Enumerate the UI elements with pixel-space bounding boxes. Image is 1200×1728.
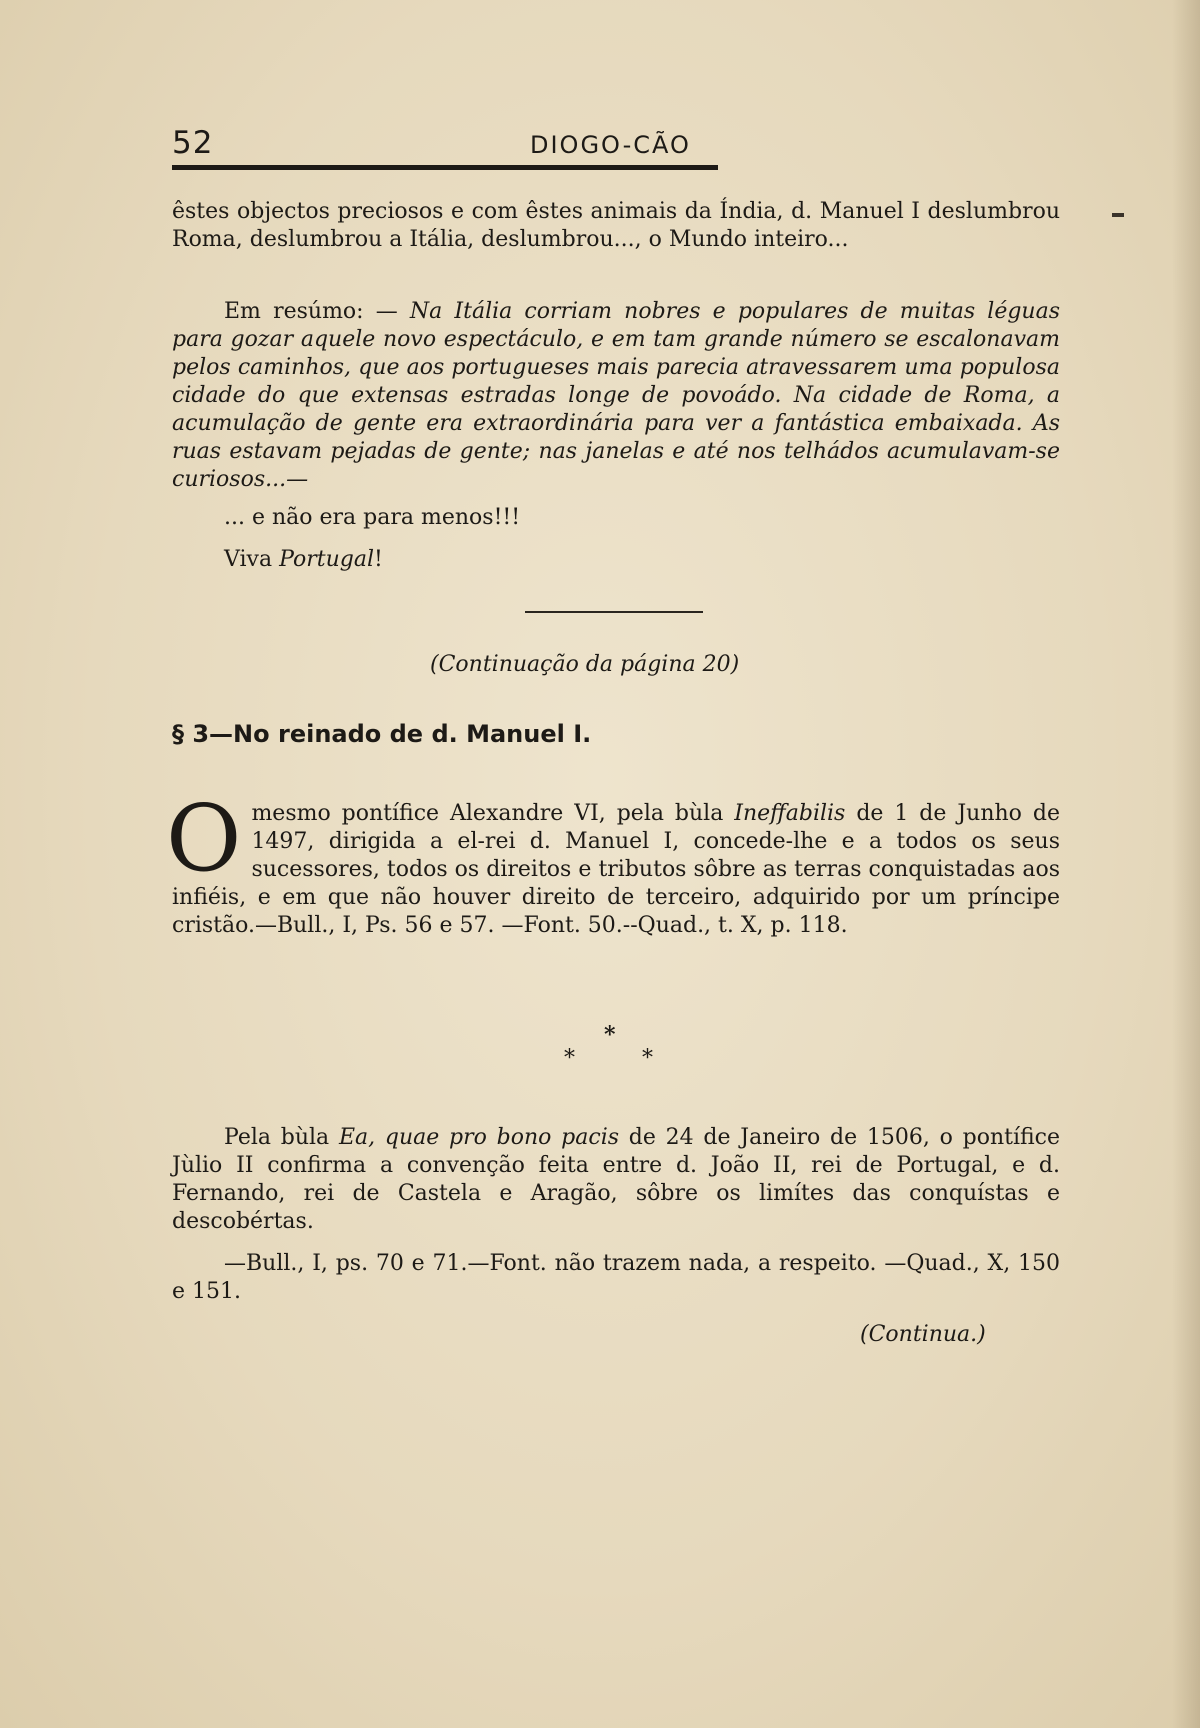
- paragraph-7-text: —Bull., I, ps. 70 e 71.—Font. não trazem nada, a respeito. —Quad., X, 150 e 151.: [172, 1251, 1060, 1304]
- paragraph-1-text: êstes objectos preciosos e com êstes animais da Índia, d. Manuel I deslumbrou Roma, deslumbrou a Itália, deslumbrou..., o Mundo inteiro...: [172, 199, 1060, 252]
- paragraph-7: [172, 1250, 1060, 1306]
- paragraph-4-text: [172, 546, 1060, 574]
- paragraph-4-end: !: [374, 547, 383, 572]
- margin-mark: [1112, 213, 1124, 217]
- asterism: [560, 1022, 670, 1072]
- paragraph-5-part1: mesmo pontífice Alexandre VI, pela bùla: [251, 801, 724, 826]
- paragraph-2-lead: Em resúmo: —: [224, 299, 398, 324]
- paragraph-5-italic: Ineffabilis: [734, 801, 846, 826]
- paragraph-4-italic: Portugal: [279, 547, 375, 572]
- paragraph-4: [172, 546, 1060, 574]
- asterism-left: *: [564, 1046, 575, 1071]
- paragraph-1: [172, 198, 1060, 254]
- asterism-top: *: [604, 1022, 616, 1048]
- paragraph-4-lead: Viva: [224, 547, 273, 572]
- continua-note: (Continua.): [860, 1322, 986, 1347]
- section-heading: § 3—No reinado de d. Manuel I.: [172, 720, 592, 748]
- drop-cap: O: [166, 785, 242, 892]
- paragraph-2: [172, 298, 1060, 494]
- header-rule: [172, 165, 718, 170]
- asterism-right: *: [642, 1046, 653, 1071]
- running-title: DIOGO-CÃO: [530, 131, 691, 159]
- paragraph-5: [166, 785, 1060, 940]
- paragraph-6-part1: Pela bùla: [224, 1125, 330, 1150]
- paragraph-6-italic: Ea, quae pro bono pacis: [338, 1125, 620, 1150]
- page-number: 52: [172, 125, 214, 161]
- paragraph-6-part2: de 24 de Janeiro de 1506, o pontífice Jùlio II confirma a convenção feita entre d. João II, rei de Portugal, e d. Fernando, rei de Castela e Aragão, sôbre os limítes das conquístas e descobértas.: [172, 1125, 1061, 1234]
- paragraph-5-part2: de 1 de Junho de 1497, dirigida a el-rei d. Manuel I, concede-lhe e a todos os seus sucessores, todos os direitos e tributos sôbre as terras conquistadas aos infiéis, e em que não houver direito de terceiro, adquirido por um príncipe cristão.—Bull., I, Ps. 56 e 57. —Font. 50.--Quad., t. X, p. 118.: [172, 801, 1060, 938]
- paragraph-2-quote: Na Itália corriam nobres e populares de muitas léguas para gozar aquele novo espectáculo, e em tam grande número se escalonavam pelos caminhos, que aos portugueses mais parecia atravessarem uma populosa cidade do que extensas estradas longe de povoádo. Na cidade de Roma, a acumulação de gente era extraordinária para ver a fantástica embaixada. As ruas estavam pejadas de gente; nas janelas e até nos telhádos acumulavam-se curiosos...—: [172, 299, 1060, 492]
- paragraph-3-text: ... e não era para menos!!!: [224, 505, 521, 530]
- page-edge-shadow: [1172, 0, 1200, 1728]
- paragraph-3: [172, 504, 1060, 532]
- paragraph-6-text: [172, 1124, 1060, 1236]
- section-divider-rule: [525, 611, 703, 613]
- continuation-note: (Continuação da página 20): [430, 652, 740, 677]
- page-header: [172, 125, 720, 169]
- paragraph-2-text: [172, 298, 1060, 494]
- paragraph-6: [172, 1124, 1060, 1236]
